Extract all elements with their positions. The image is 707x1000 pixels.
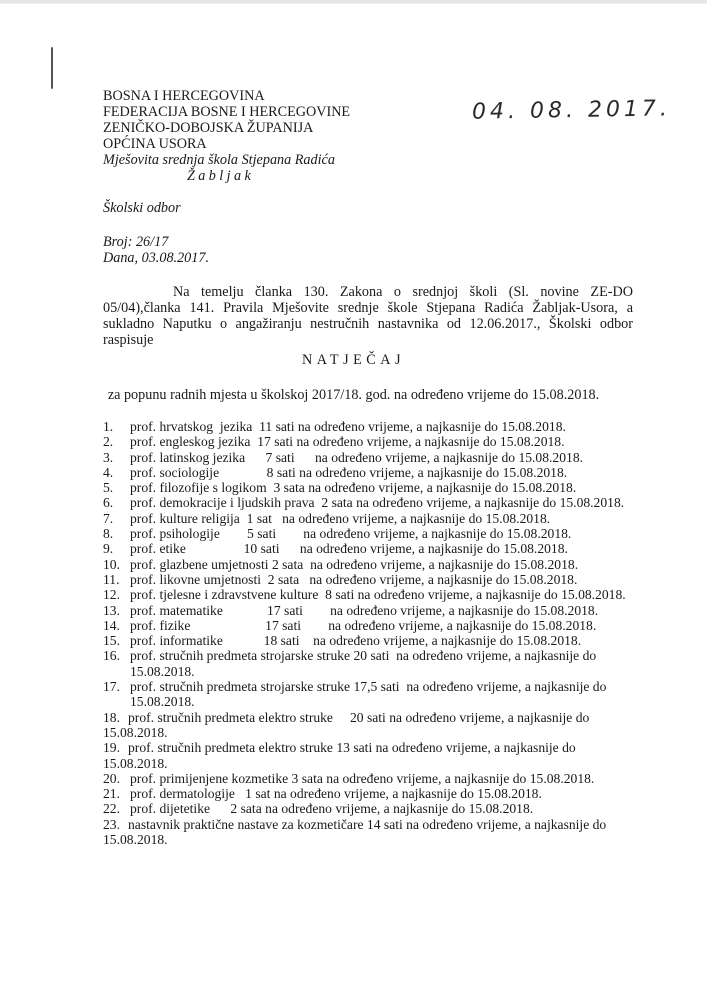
position-text: prof. sociologije 8 sati na određeno vrijeme, a najkasnije do 15.08.2018.	[130, 464, 568, 480]
handwritten-date: 04. 08. 2017.	[471, 96, 672, 125]
position-number: 17.	[103, 679, 120, 695]
letterhead-country: BOSNA I HERCEGOVINA	[103, 88, 265, 104]
position-number: 5.	[103, 480, 114, 496]
position-item	[103, 648, 633, 679]
position-item	[103, 495, 633, 510]
position-text: prof. demokracije i ljudskih prava 2 sata na određeno vrijeme, a najkasnije do 15.08.2018.	[130, 495, 625, 511]
positions-list	[103, 419, 633, 847]
position-item	[103, 434, 633, 449]
position-text: prof. latinskog jezika 7 sati na određeno vrijeme, a najkasnije do 15.08.2018.	[130, 449, 584, 465]
position-text: prof. kulture religija 1 sat na određeno vrijeme, a najkasnije do 15.08.2018.	[130, 510, 551, 526]
position-text: prof. psihologije 5 sati na određeno vrijeme, a najkasnije do 15.08.2018.	[130, 526, 572, 542]
position-item	[103, 450, 633, 465]
position-number: 13.	[103, 602, 120, 618]
position-number: 11.	[103, 571, 120, 587]
position-text: prof. glazbene umjetnosti 2 sata na određeno vrijeme, a najkasnije do 15.08.2018.	[130, 556, 579, 572]
position-number: 19.	[103, 740, 120, 756]
letterhead-canton: ZENIČKO-DOBOJSKA ŽUPANIJA	[103, 120, 314, 136]
position-item	[103, 771, 633, 786]
position-number: 15.	[103, 633, 120, 649]
position-item	[103, 801, 633, 816]
position-text: prof. tjelesne i zdravstvene kulture 8 sati na određeno vrijeme, a najkasnije do 15.08.2018.	[130, 587, 626, 603]
margin-pen-mark	[51, 47, 53, 89]
document-title: NATJEČAJ	[301, 352, 405, 368]
position-text: prof. stručnih predmeta elektro struke 20 sati na određeno vrijeme, a najkasnije do 15.08.2018.	[103, 709, 593, 740]
position-item	[103, 603, 633, 618]
position-item	[103, 541, 633, 556]
position-item	[103, 633, 633, 648]
position-item	[103, 419, 633, 434]
position-text: prof. dijetetike 2 sata na određeno vrijeme, a najkasnije do 15.08.2018.	[130, 801, 534, 817]
position-number: 3.	[103, 449, 114, 465]
position-item	[103, 786, 633, 801]
position-text: nastavnik praktične nastave za kozmetičare 14 sati na određeno vrijeme, a najkasnije do 15.08.2018.	[103, 816, 610, 848]
position-item	[103, 679, 633, 710]
position-number: 12.	[103, 587, 120, 603]
position-item	[103, 618, 633, 633]
position-item	[103, 480, 633, 495]
intro-paragraph: Na temelju članka 130. Zakona o srednjoj školi (Sl. novine ZE-DO 05/04),članka 141. Pravila Mješovite srednje škole Stjepana Radića Žabljak-Usora, a sukladno Naputku o angažiranju nestručnih nastavnika od 12.06.2017., Školski odbor raspisuje	[103, 284, 633, 348]
position-item	[103, 740, 633, 771]
position-number: 22.	[103, 801, 120, 817]
position-number: 16.	[103, 648, 120, 664]
position-item	[103, 817, 633, 848]
position-text: prof. hrvatskog jezika 11 sati na određeno vrijeme, a najkasnije do 15.08.2018.	[130, 419, 566, 434]
position-item	[103, 587, 633, 602]
position-number: 2.	[103, 434, 114, 450]
position-text: prof. filozofije s logikom 3 sata na određeno vrijeme, a najkasnije do 15.08.2018.	[130, 480, 577, 496]
letterhead	[103, 88, 350, 184]
position-text: prof. etike 10 sati na određeno vrijeme, a najkasnije do 15.08.2018.	[130, 541, 568, 557]
position-item	[103, 526, 633, 541]
position-item	[103, 511, 633, 526]
position-number: 18.	[103, 709, 120, 725]
position-number: 7.	[103, 510, 114, 526]
position-number: 8.	[103, 526, 114, 542]
position-text: prof. dermatologije 1 sat na određeno vrijeme, a najkasnije do 15.08.2018.	[130, 786, 542, 802]
reference-block	[103, 234, 209, 266]
letterhead-federation: FEDERACIJA BOSNE I HERCEGOVINE	[103, 104, 351, 120]
position-text: prof. informatike 18 sati na određeno vrijeme, a najkasnije do 15.08.2018.	[130, 633, 582, 649]
position-number: 23.	[103, 816, 120, 832]
position-text: prof. matematike 17 sati na određeno vrijeme, a najkasnije do 15.08.2018.	[130, 602, 599, 618]
position-number: 4.	[103, 464, 114, 480]
position-number: 9.	[103, 541, 114, 557]
document-subtitle: za popunu radnih mjesta u školskoj 2017/18. god. na određeno vrijeme do 15.08.2018.	[107, 387, 600, 403]
position-text: prof. fizike 17 sati na određeno vrijeme, a najkasnije do 15.08.2018.	[130, 617, 597, 633]
scan-top-edge-shadow	[0, 3, 707, 4]
position-text: prof. likovne umjetnosti 2 sata na određeno vrijeme, a najkasnije do 15.08.2018.	[130, 571, 578, 587]
letterhead-school: Mješovita srednja škola Stjepana Radića	[103, 152, 335, 168]
letterhead-place: Žabljak	[187, 168, 255, 184]
issuing-body: Školski odbor	[103, 200, 181, 216]
position-item	[103, 557, 633, 572]
position-number: 21.	[103, 786, 120, 802]
position-item	[103, 710, 633, 741]
position-text: prof. primijenjene kozmetike 3 sata na određeno vrijeme, a najkasnije do 15.08.2018.	[130, 770, 595, 786]
position-number: 14.	[103, 617, 120, 633]
letterhead-municipality: OPĆINA USORA	[103, 136, 207, 152]
position-number: 6.	[103, 495, 114, 511]
position-number: 10.	[103, 556, 120, 572]
position-text: prof. engleskog jezika 17 sati na određeno vrijeme, a najkasnije do 15.08.2018.	[130, 434, 565, 450]
reference-number: Broj: 26/17	[103, 234, 169, 250]
position-item	[103, 572, 633, 587]
position-text: prof. stručnih predmeta elektro struke 13 sati na određeno vrijeme, a najkasnije do 15.08.2018.	[103, 740, 580, 771]
reference-date: Dana, 03.08.2017.	[103, 250, 210, 266]
position-number: 20.	[103, 770, 120, 786]
position-text: prof. stručnih predmeta strojarske struke 20 sati na određeno vrijeme, a najkasnije do 15.08.2018.	[130, 648, 600, 679]
position-number: 1.	[103, 419, 114, 434]
position-text: prof. stručnih predmeta strojarske struke 17,5 sati na određeno vrijeme, a najkasnije do 15.08.2018.	[130, 679, 610, 710]
position-item	[103, 465, 633, 480]
